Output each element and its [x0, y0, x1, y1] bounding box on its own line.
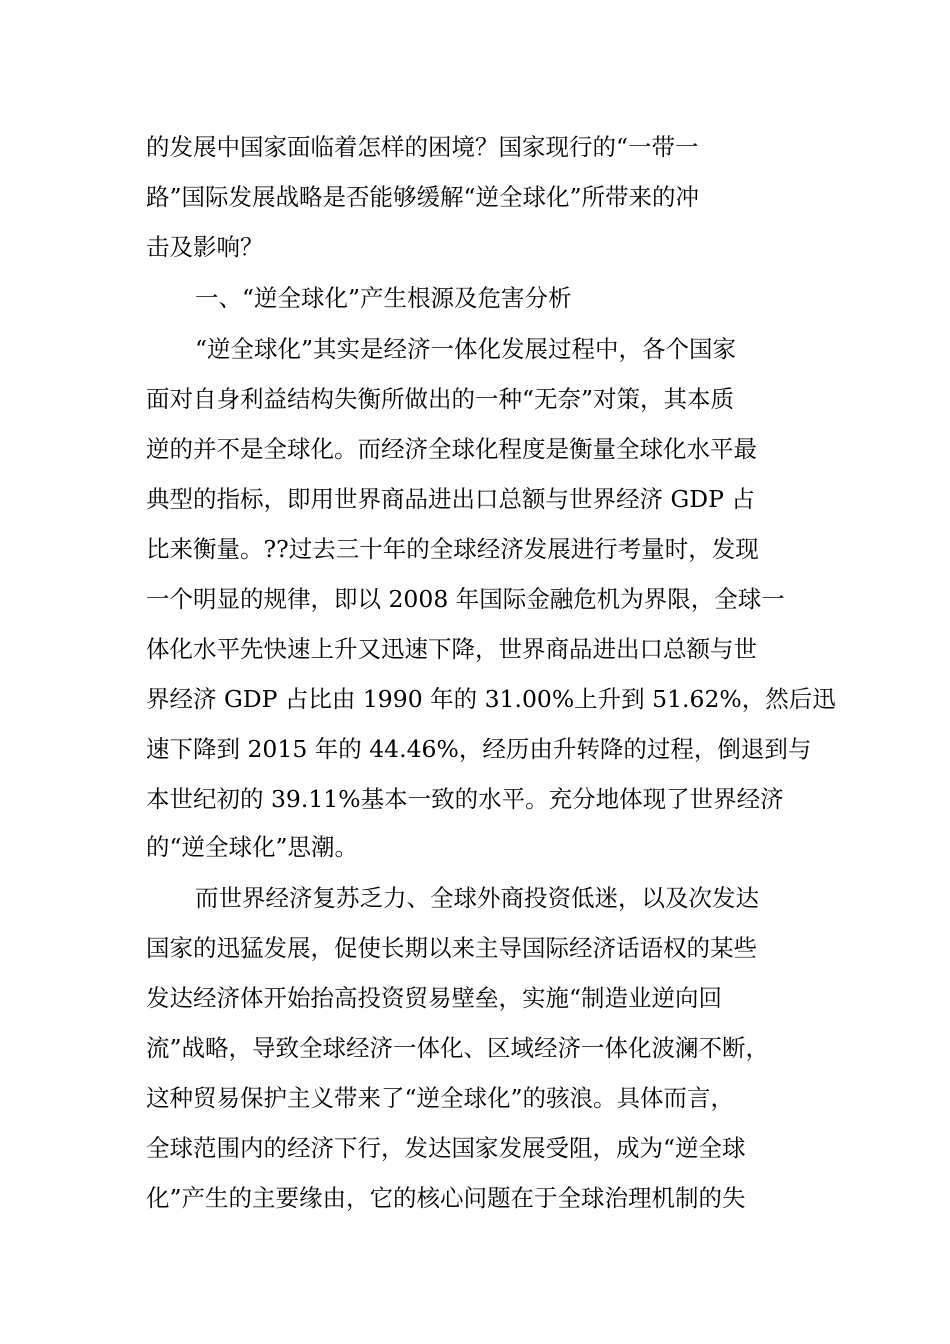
text-line-16: 而世界经济复苏乏力、全球外商投资低迷，以及次发达 [195, 884, 759, 912]
text-line-12: 界经济 GDP 占比由 1990 年的 31.00%上升到 51.62%，然后迅 [146, 685, 836, 713]
text-line-14: 本世纪初的 39.11%基本一致的水平。充分地体现了世界经济 [146, 785, 784, 813]
text-line-2: 路”国际发展战略是否能够缓解“逆全球化”所带来的冲 [146, 183, 700, 211]
text-line-11: 体化水平先快速上升又迅速下降，世界商品进出口总额与世 [146, 635, 757, 663]
section-heading: 一、“逆全球化”产生根源及危害分析 [195, 284, 572, 312]
text-line-6: 面对自身利益结构失衡所做出的一种“无奈”对策，其本质 [146, 385, 735, 413]
text-line-17: 国家的迅猛发展，促使长期以来主导国际经济话语权的某些 [146, 934, 757, 962]
text-line-13: 速下降到 2015 年的 44.46%，经历由升转降的过程，倒退到与 [146, 735, 812, 763]
text-line-9: 比来衡量。??过去三十年的全球经济发展进行考量时，发现 [146, 535, 759, 563]
text-line-10: 一个明显的规律，即以 2008 年国际金融危机为界限，全球一 [146, 585, 785, 613]
text-line-15: 的“逆全球化”思潮。 [146, 833, 359, 861]
text-line-20: 这种贸易保护主义带来了“逆全球化”的骇浪。具体而言， [146, 1084, 735, 1112]
text-line-18: 发达经济体开始抬高投资贸易壁垒，实施“制造业逆向回 [146, 984, 723, 1012]
text-line-22: 化”产生的主要缘由，它的核心问题在于全球治理机制的失 [146, 1184, 746, 1212]
text-line-5: “逆全球化”其实是经济一体化发展过程中，各个国家 [195, 335, 737, 363]
text-line-7: 逆的并不是全球化。而经济全球化程度是衡量全球化水平最 [146, 435, 757, 463]
text-line-1: 的发展中国家面临着怎样的困境？国家现行的“一带一 [146, 133, 699, 161]
text-line-21: 全球范围内的经济下行，发达国家发展受阻，成为“逆全球 [146, 1134, 746, 1162]
text-line-8: 典型的指标，即用世界商品进出口总额与世界经济 GDP 占 [146, 485, 755, 513]
text-line-19: 流”战略，导致全球经济一体化、区域经济一体化波澜不断， [146, 1034, 770, 1062]
text-line-3: 击及影响？ [146, 233, 264, 261]
